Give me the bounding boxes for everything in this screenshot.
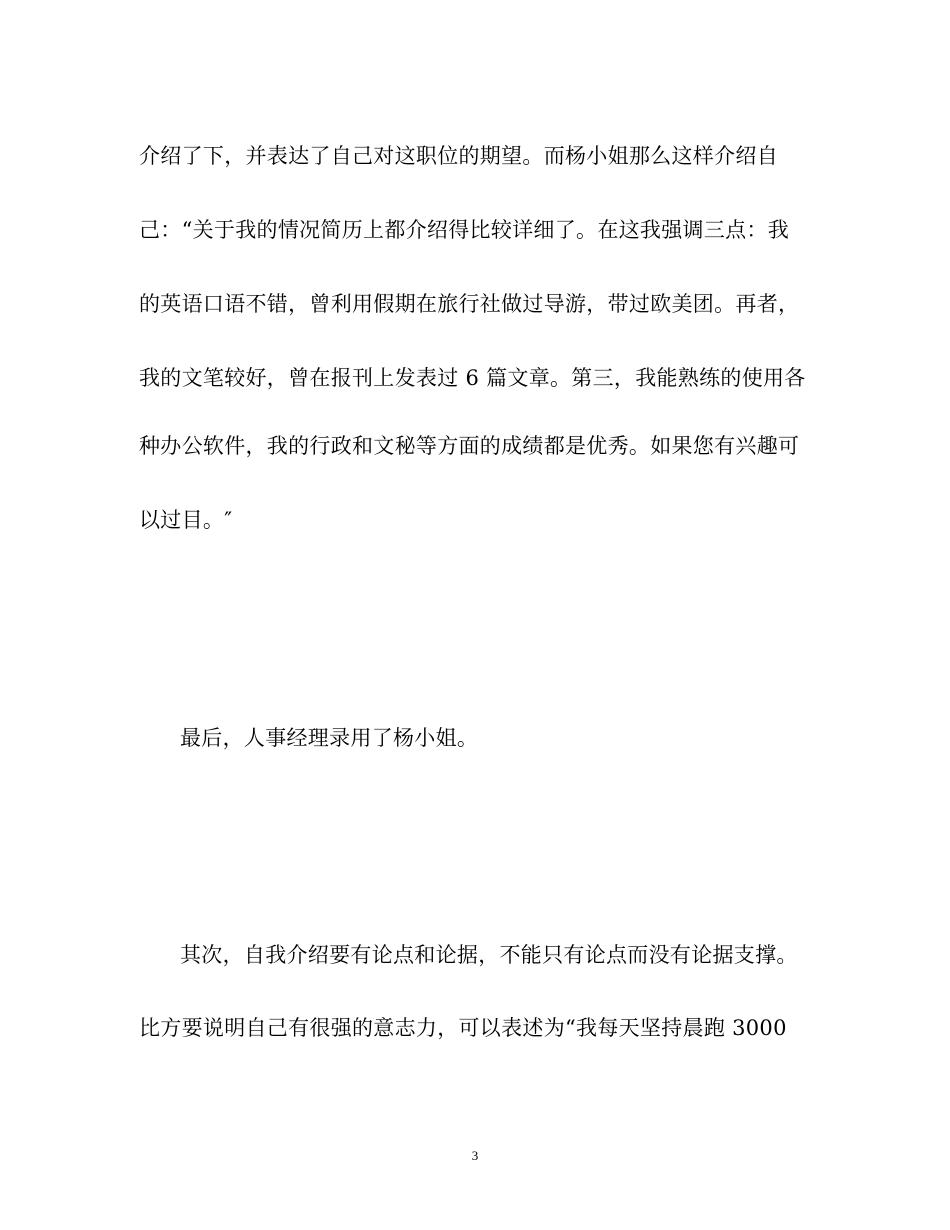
paragraph-line: 其次，自我介绍要有论点和论据，不能只有论点而没有论据支撑。	[180, 943, 798, 967]
paragraph-line: 介绍了下，并表达了自己对这职位的期望。而杨小姐那么这样介绍自	[139, 144, 778, 168]
paragraph-line: 的英语口语不错，曾利用假期在旅行社做过导游，带过欧美团。再者，	[139, 292, 800, 316]
paragraph-line: 以过目。″	[139, 508, 233, 532]
paragraph-line: 己：“关于我的情况简历上都介绍得比较详细了。在这我强调三点：我	[139, 218, 790, 242]
paragraph-line: 比方要说明自己有很强的意志力，可以表述为“我每天坚持晨跑 3000	[139, 1016, 787, 1040]
paragraph-line: 最后，人事经理录用了杨小姐。	[180, 726, 479, 750]
page-number: 3	[471, 1148, 479, 1163]
paragraph-line: 我的文笔较好，曾在报刊上发表过 6 篇文章。第三，我能熟练的使用各	[139, 366, 806, 390]
paragraph-line: 种办公软件，我的行政和文秘等方面的成绩都是优秀。如果您有兴趣可	[139, 434, 800, 458]
